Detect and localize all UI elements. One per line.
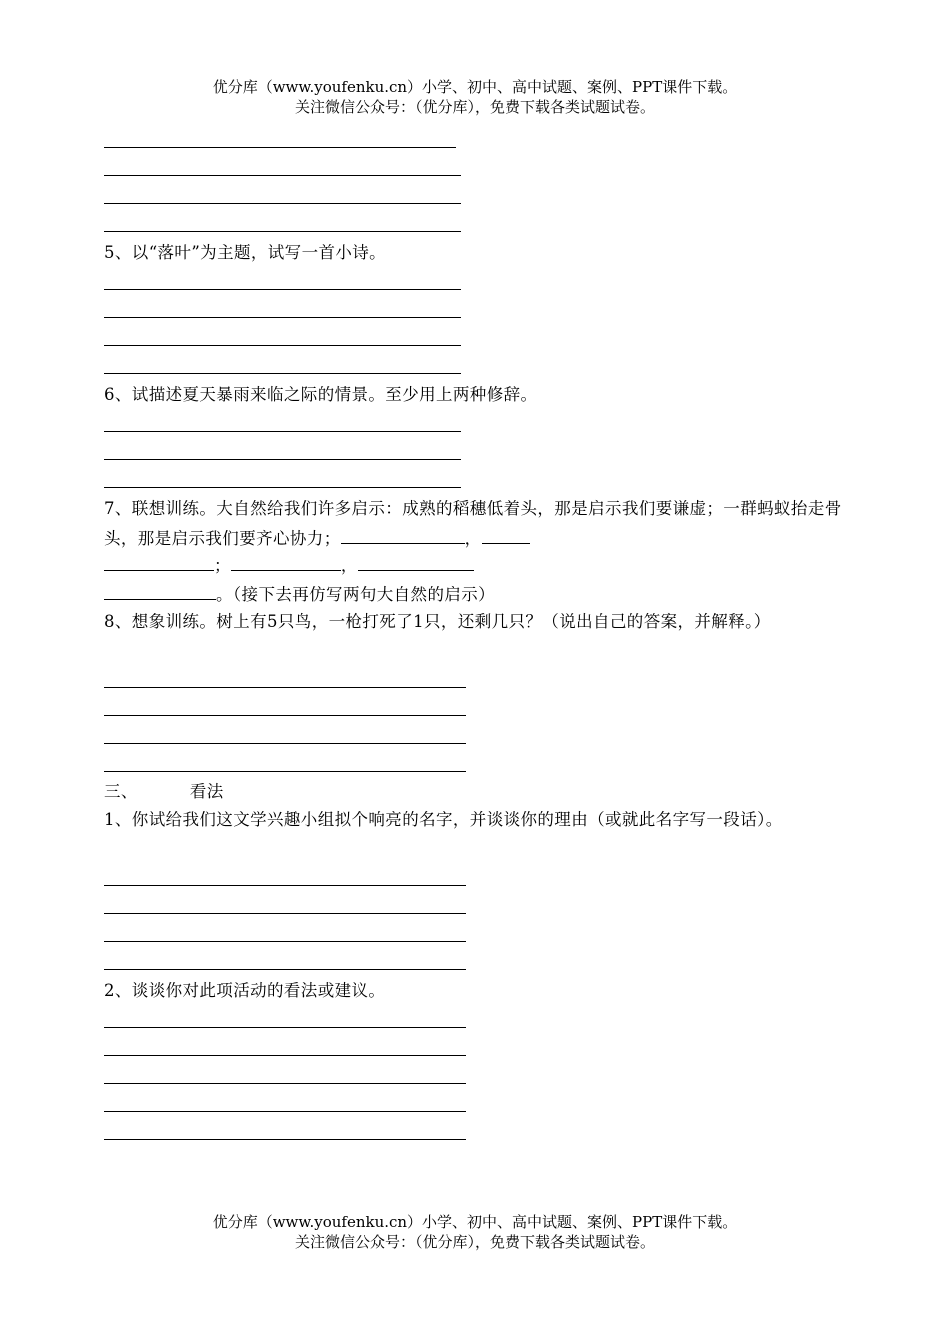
header-line-1: 优分库（www.youfenku.cn）小学、初中、高中试题、案例、PPT课件下载。 [212,78,738,96]
answer-line [104,1055,466,1056]
fill-blank[interactable] [482,523,530,544]
footer-line-2: 关注微信公众号：（优分库），免费下载各类试题试卷。 [294,1233,655,1251]
answer-line [104,913,466,914]
question-6: 6、试描述夏天暴雨来临之际的情景。至少用上两种修辞。 [104,385,538,404]
page-footer [0,1212,950,1252]
question-8: 8、想象训练。树上有5只鸟，一枪打死了1只，还剩几只？（说出自己的答案，并解释。） [104,612,771,631]
fill-blank[interactable] [358,550,474,571]
section-3-heading [104,777,846,806]
answer-line [104,459,461,460]
section-3-question-1: 1、你试给我们这文学兴趣小组拟个响亮的名字，并谈谈你的理由（或就此名字写一段话）。 [104,810,783,829]
punct: ； [214,556,231,575]
question-7-text: 7、联想训练。大自然给我们许多启示：成熟的稻穗低着头，那是启示我们要谦虚；一群蚂蚁抬走骨头，那是启示我们要齐心协力； [104,499,842,548]
answer-line [104,1083,466,1084]
answer-line [104,317,461,318]
answer-line [104,1111,466,1112]
question-7-tail-row [104,579,846,609]
answer-line [104,175,461,176]
punct: ， [464,529,482,548]
fill-blank[interactable] [104,579,216,600]
answer-line [104,715,466,716]
question-5: 5、以“落叶”为主题，试写一首小诗。 [104,243,387,262]
section-title: 看法 [189,782,224,801]
section-number: 三、 [104,782,138,801]
section-3-question-2: 2、谈谈你对此项活动的看法或建议。 [104,981,386,1000]
question-7-blank-row [104,550,846,580]
answer-line [104,1027,466,1028]
answer-line [104,231,461,232]
answer-line [104,289,461,290]
question-7 [104,494,846,553]
answer-line [104,1139,466,1140]
answer-line [104,941,466,942]
fill-blank[interactable] [104,550,214,571]
answer-line [104,687,466,688]
answer-line [104,147,456,148]
answer-line [104,345,461,346]
punct: ， [340,556,358,575]
page-header [0,77,950,117]
answer-line [104,743,466,744]
answer-line [104,969,466,970]
answer-line [104,771,466,772]
footer-line-1: 优分库（www.youfenku.cn）小学、初中、高中试题、案例、PPT课件下载。 [212,1213,738,1231]
fill-blank[interactable] [231,550,341,571]
answer-line [104,203,461,204]
question-7-tail: 。（接下去再仿写两句大自然的启示） [216,585,496,604]
header-line-2: 关注微信公众号：（优分库），免费下载各类试题试卷。 [294,98,655,116]
answer-line [104,373,461,374]
answer-line [104,885,466,886]
fill-blank[interactable] [341,523,465,544]
answer-line [104,487,461,488]
answer-line [104,431,461,432]
